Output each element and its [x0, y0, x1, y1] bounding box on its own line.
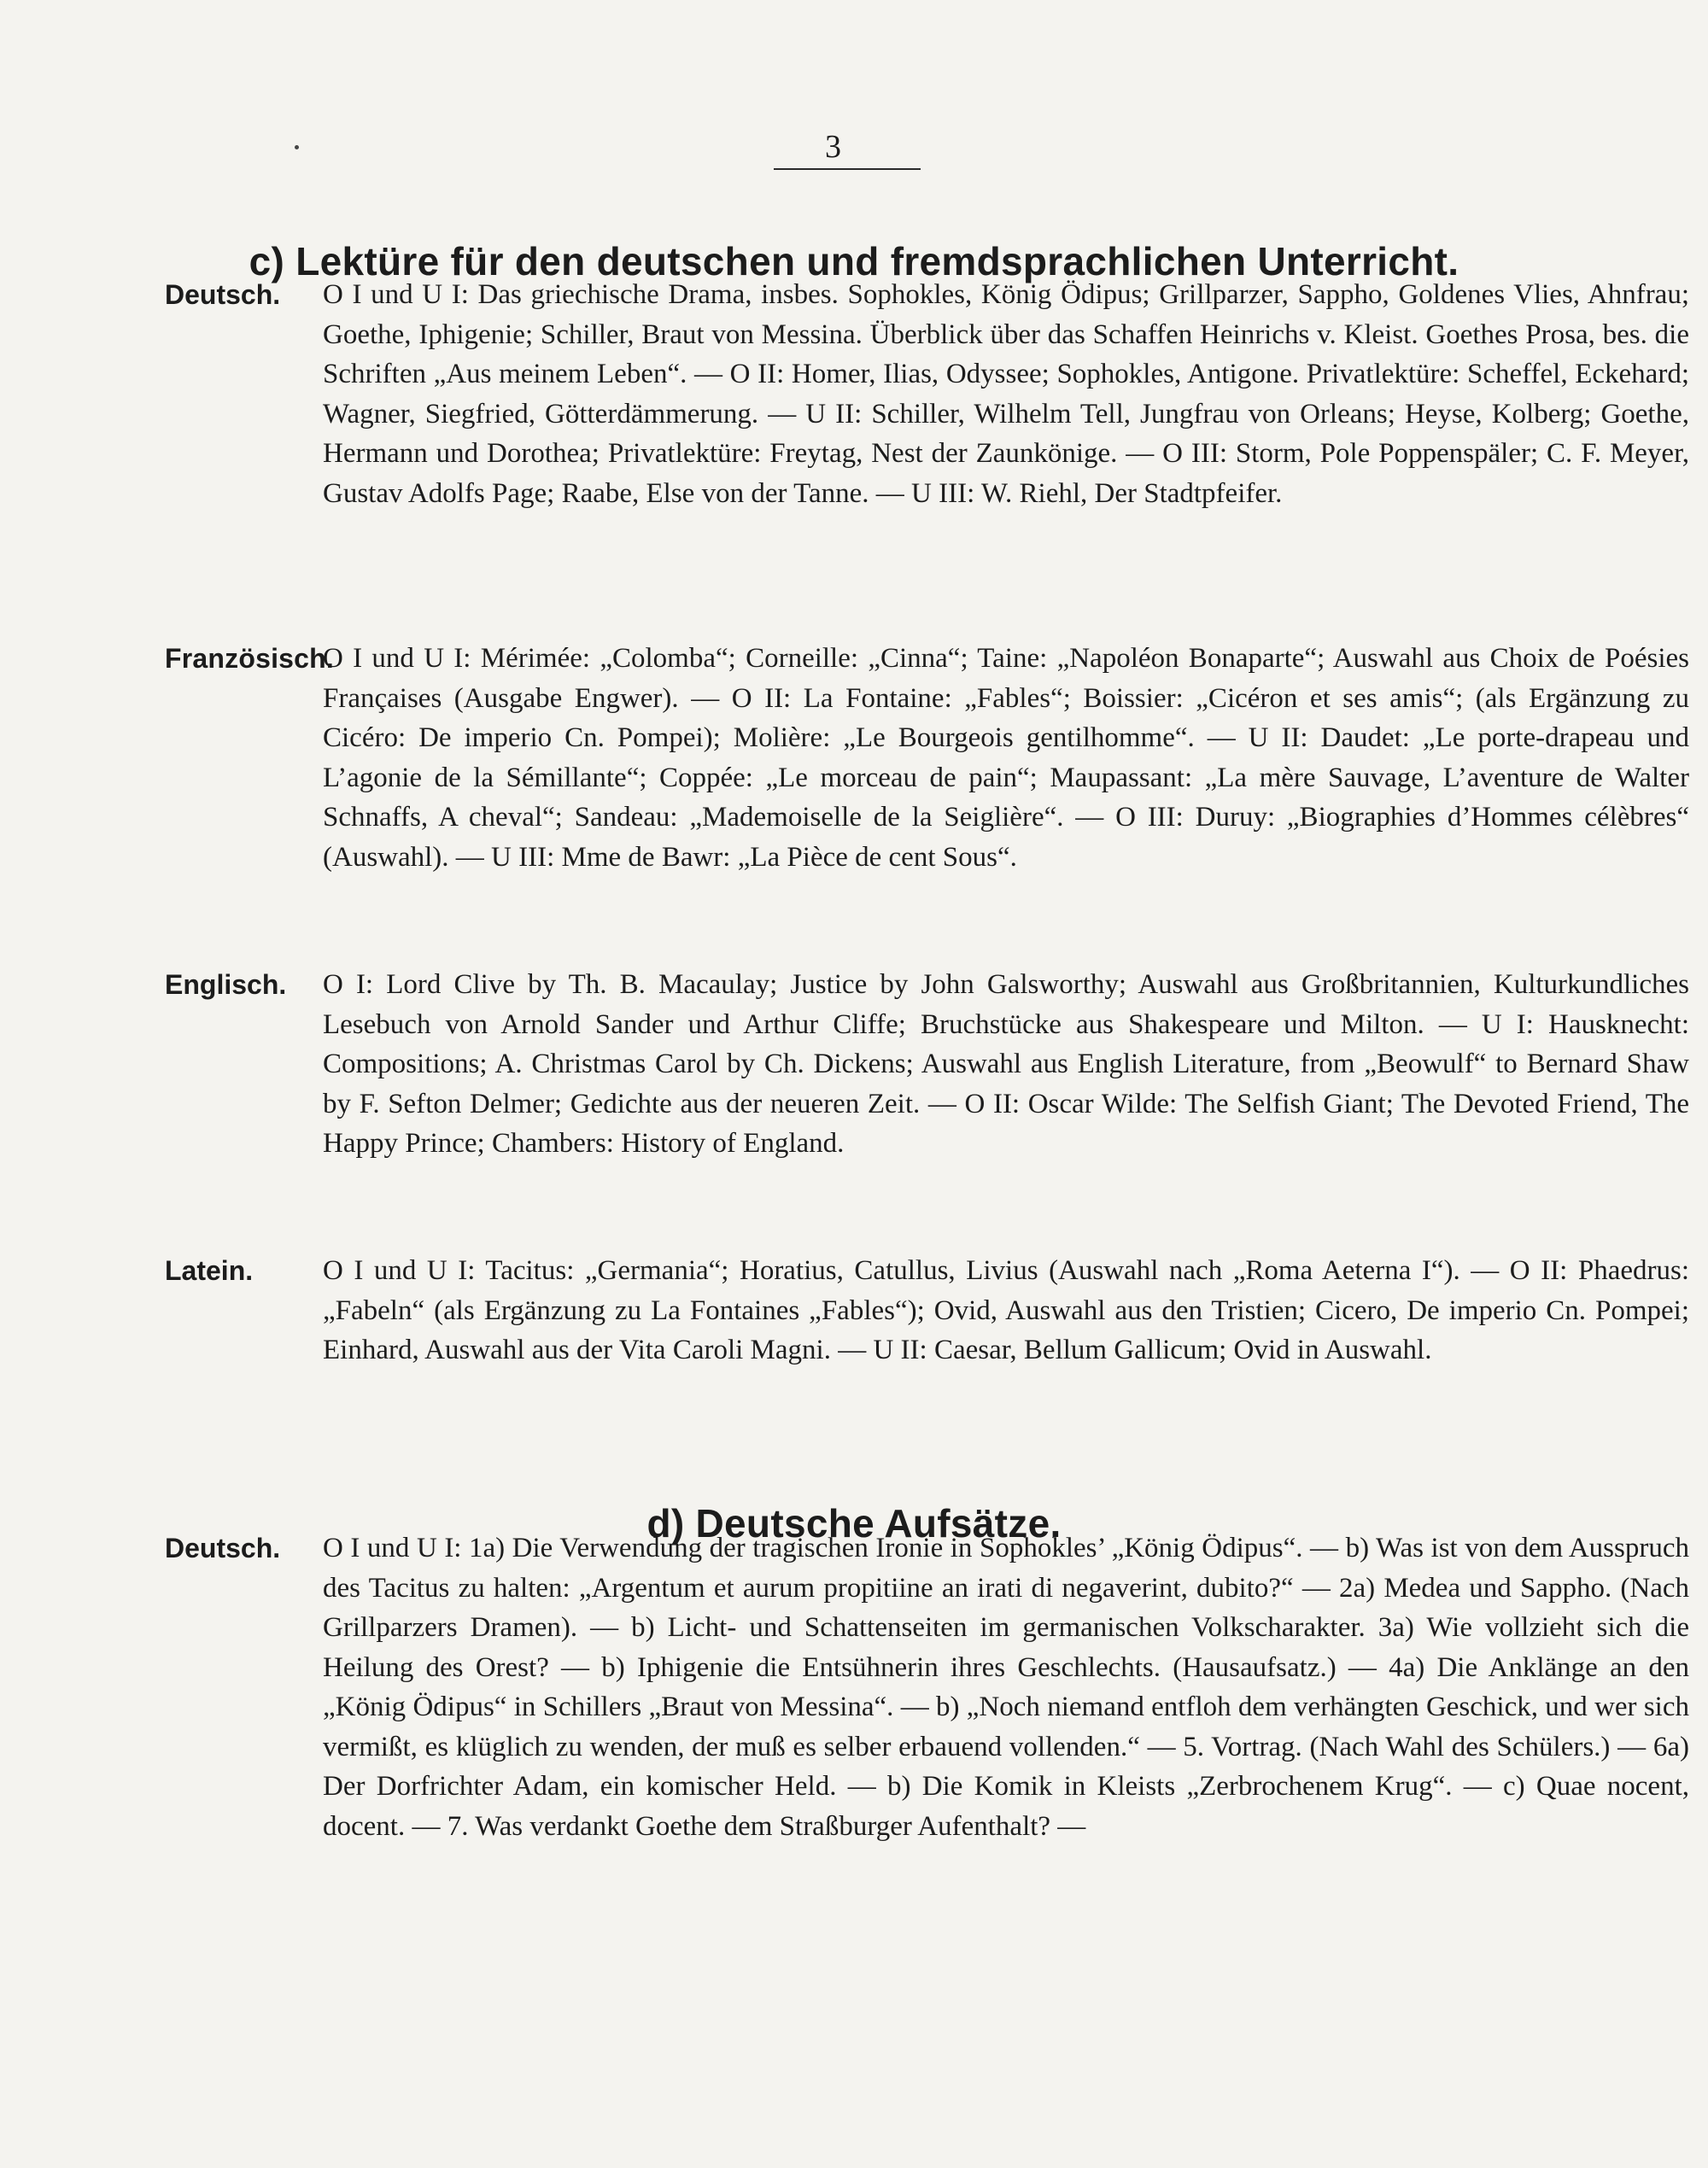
- entry-text: O I und U I: 1a) Die Verwendung der tragischen Ironie in Sophokles’ „König Ödipus“. — b) Was ist von dem Ausspruch des Tacitus zu halten: „Argentum et aurum propitiine an irati di negaverint, dubito?“ — 2a) Medea und Sappho. (Nach Grillparzers Dramen). — b) Licht- und Schattenseiten im germanischen Volkscharakter. 3a) Wie vollzieht sich die Heilung des Orest? — b) Iphigenie die Entsühnerin ihres Geschlechts. (Hausaufsatz.) — 4a) Die Anklänge an den „König Ödipus“ in Schillers „Braut von Messina“. — b) „Noch niemand entfloh dem verhängten Geschick, und wer sich vermißt, es klüglich zu wenden, der muß es selber erbauend vollenden.“ — 5. Vortrag. (Nach Wahl des Schülers.) — 6a) Der Dorfrichter Adam, ein komischer Held. — b) Die Komik in Kleists „Zerbrochenem Krug“. — c) Quae nocent, docent. — 7. Was verdankt Goethe dem Straßburger Aufenthalt? —: [323, 1533, 1689, 1842]
- entry-label: Französisch.: [165, 643, 335, 674]
- entry-label: Deutsch.: [165, 1533, 281, 1563]
- entry-text: O I und U I: Das griechische Drama, insbes. Sophokles, König Ödipus; Grillparzer, Sappho, Goldenes Vlies, Ahnfrau; Goethe, Iphigenie; Schiller, Braut von Messina. Überblick über das Schaffen Heinrichs v. Kleist. Goethes Prosa, bes. die Schriften „Aus meinem Leben“. — O II: Homer, Ilias, Odyssee; Sophokles, Antigone. Privatlektüre: Scheffel, Eckehard; Wagner, Siegfried, Götterdämmerung. — U II: Schiller, Wilhelm Tell, Jungfrau von Orleans; Heyse, Kolberg; Goethe, Hermann und Dorothea; Privatlektüre: Freytag, Nest der Zaunkönige. — O III: Storm, Pole Poppenspäler; C. F. Meyer, Gustav Adolfs Page; Raabe, Else von der Tanne. — U III: W. Riehl, Der Stadtpfeifer.: [323, 279, 1689, 509]
- section-c-title: c) Lektüre für den deutschen und fremdsprachlichen Unterricht.: [249, 239, 1459, 284]
- page-number: 3: [825, 129, 841, 165]
- print-speck: [295, 145, 299, 149]
- entry-label: Deutsch.: [165, 279, 281, 310]
- page-number-rule: [774, 168, 921, 170]
- entry-text: O I und U I: Mérimée: „Colomba“; Corneille: „Cinna“; Taine: „Napoléon Bonaparte“; Auswahl aus Choix de Poésies Françaises (Ausgabe Engwer). — O II: La Fontaine: „Fables“; Boissier: „Cicéron et ses amis“; (als Ergänzung zu Cicéro: De imperio Cn. Pompei); Molière: „Le Bourgeois gentilhomme“. — U II: Daudet: „Le porte-drapeau und L’agonie de la Sémillante“; Coppée: „Le morceau de pain“; Maupassant: „La mère Sauvage, L’aventure de Walter Schnaffs, A cheval“; Sandeau: „Mademoiselle de la Seiglière“. — O III: Duruy: „Biographies d’Hommes célèbres“ (Auswahl). — U III: Mme de Bawr: „La Pièce de cent Sous“.: [323, 643, 1689, 873]
- section-d-title: d) Deutsche Aufsätze.: [646, 1501, 1062, 1546]
- entry-text: O I und U I: Tacitus: „Germania“; Horatius, Catullus, Livius (Auswahl nach „Roma Aeterna I“). — O II: Phaedrus: „Fabeln“ (als Ergänzung zu La Fontaines „Fables“); Ovid, Auswahl aus den Tristien; Cicero, De imperio Cn. Pompei; Einhard, Auswahl aus der Vita Caroli Magni. — U II: Caesar, Bellum Gallicum; Ovid in Auswahl.: [323, 1255, 1689, 1365]
- entry-text: O I: Lord Clive by Th. B. Macaulay; Justice by John Galsworthy; Auswahl aus Großbritannien, Kulturkundliches Lesebuch von Arnold Sander und Arthur Cliffe; Bruchstücke aus Shakespeare und Milton. — U I: Hausknecht: Compositions; A. Christmas Carol by Ch. Dickens; Auswahl aus English Literature, from „Beowulf“ to Bernard Shaw by F. Sefton Delmer; Gedichte aus der neueren Zeit. — O II: Oscar Wilde: The Selfish Giant; The Devoted Friend, The Happy Prince; Chambers: History of England.: [323, 969, 1689, 1159]
- entry-label: Englisch.: [165, 969, 287, 1000]
- entry-label: Latein.: [165, 1255, 254, 1286]
